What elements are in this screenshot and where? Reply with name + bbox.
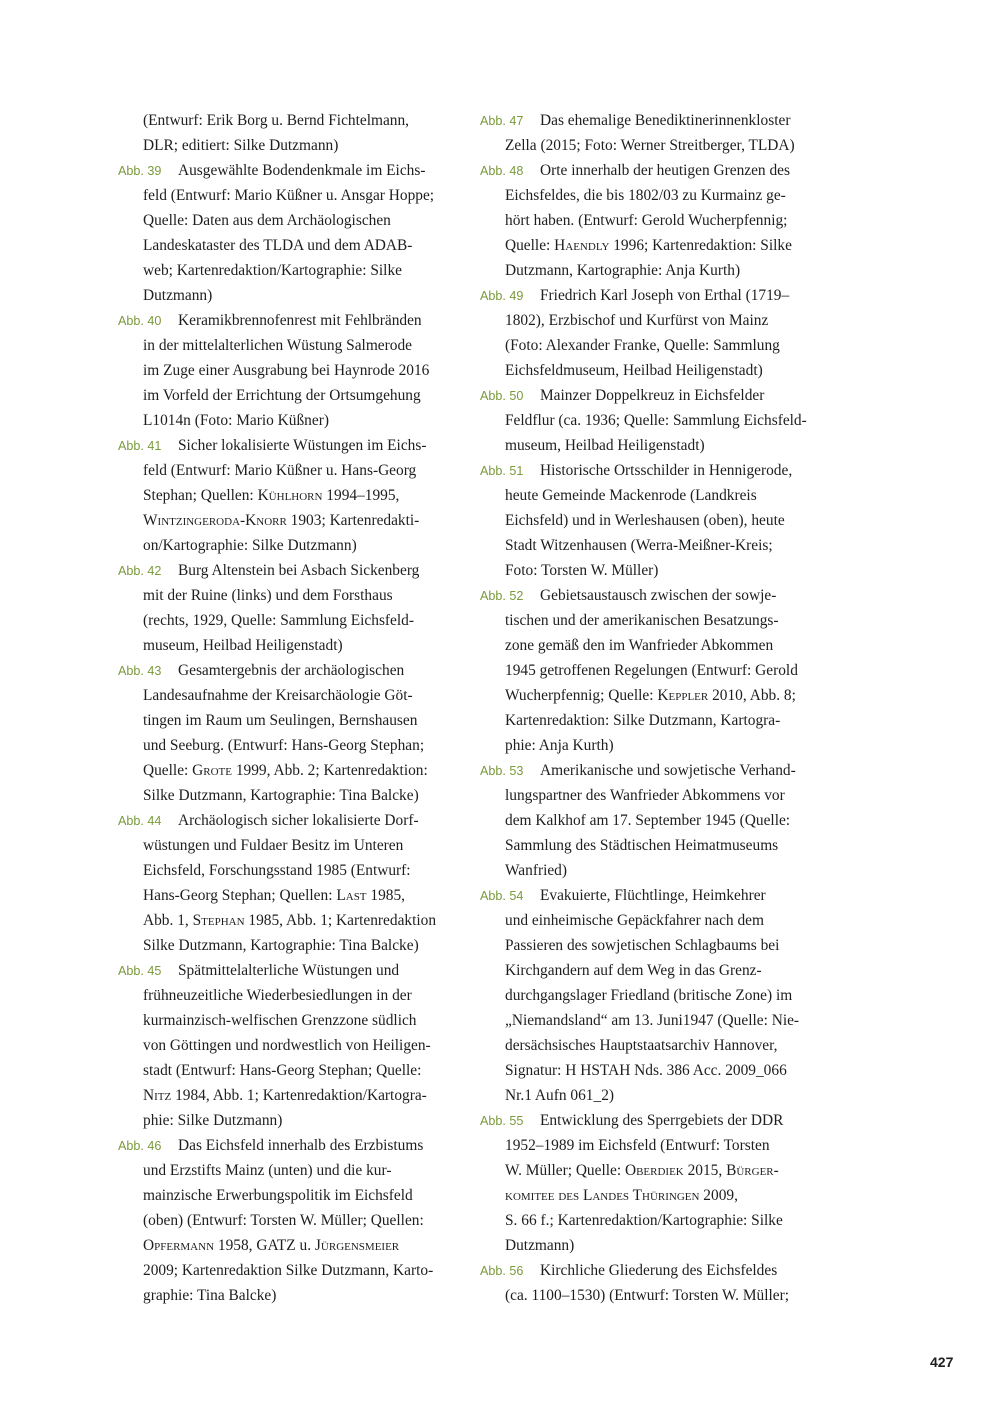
figure-number: Abb. 41 <box>118 439 162 453</box>
caption-text: Archäologisch sicher lokalisierte Dorf- <box>178 812 419 829</box>
caption-line <box>118 808 463 833</box>
caption-text: Eichsfeldes, die bis 1802/03 zu Kurmainz ge- <box>505 187 786 204</box>
caption-line <box>118 1233 463 1258</box>
caption-text: (rechts, 1929, Quelle: Sammlung Eichsfeld- <box>143 612 414 629</box>
page-number: 427 <box>930 1354 954 1370</box>
caption-text: W. Müller; Quelle: <box>505 1162 625 1179</box>
caption-entry <box>480 583 825 758</box>
figure-number: Abb. 51 <box>480 464 524 478</box>
caption-line <box>480 483 825 508</box>
caption-text: 1994–1995, <box>322 487 400 504</box>
caption-line <box>118 233 463 258</box>
caption-line <box>480 383 825 408</box>
caption-text: Friedrich Karl Joseph von Erthal (1719– <box>540 287 790 304</box>
caption-text: Kirchliche Gliederung des Eichsfeldes <box>540 1262 778 1279</box>
caption-text: Evakuierte, Flüchtlinge, Heimkehrer <box>540 887 766 904</box>
caption-line <box>118 908 463 933</box>
caption-entry <box>480 883 825 1108</box>
caption-text: Gesamtergebnis der archäologischen <box>178 662 405 679</box>
author-name: Last <box>336 887 367 904</box>
caption-entry <box>118 958 463 1133</box>
figure-number: Abb. 53 <box>480 764 524 778</box>
caption-text: (oben) (Entwurf: Torsten W. Müller; Quellen: <box>143 1212 424 1229</box>
caption-line <box>480 633 825 658</box>
caption-text: durchgangslager Friedland (britische Zone) im <box>505 987 793 1004</box>
caption-text: im Zuge einer Ausgrabung bei Haynrode 2016 <box>143 362 430 379</box>
caption-line <box>118 733 463 758</box>
author-name: komitee des Landes Thüringen <box>505 1187 700 1204</box>
caption-text: 2009; Kartenredaktion Silke Dutzmann, Karto- <box>143 1262 434 1279</box>
caption-text: Eichsfeldmuseum, Heilbad Heiligenstadt) <box>505 362 763 379</box>
caption-text: Kirchgandern auf dem Weg in das Grenz- <box>505 962 762 979</box>
caption-text: phie: Anja Kurth) <box>505 737 614 754</box>
caption-line <box>480 908 825 933</box>
caption-text: Foto: Torsten W. Müller) <box>505 562 659 579</box>
figure-number: Abb. 40 <box>118 314 162 328</box>
caption-text: stadt (Entwurf: Hans-Georg Stephan; Quelle: <box>143 1062 422 1079</box>
caption-line <box>118 358 463 383</box>
caption-text: heute Gemeinde Mackenrode (Landkreis <box>505 487 757 504</box>
caption-line <box>480 758 825 783</box>
caption-text: 1999, Abb. 2; Kartenredaktion: <box>232 762 428 779</box>
caption-line <box>118 983 463 1008</box>
caption-line <box>480 983 825 1008</box>
caption-line <box>118 383 463 408</box>
caption-line <box>118 1083 463 1108</box>
caption-text: Mainzer Doppelkreuz in Eichsfelder <box>540 387 765 404</box>
caption-entry <box>480 458 825 583</box>
caption-text: (Entwurf: Erik Borg u. Bernd Fichtelmann, <box>143 112 410 129</box>
caption-text: 2015, <box>683 1162 727 1179</box>
figure-number: Abb. 45 <box>118 964 162 978</box>
caption-text: mainzische Erwerbungspolitik im Eichsfeld <box>143 1187 413 1204</box>
caption-text: Keramikbrennofenrest mit Fehlbränden <box>178 312 422 329</box>
caption-entry <box>118 308 463 433</box>
caption-text: Silke Dutzmann, Kartographie: Tina Balcke) <box>143 937 419 954</box>
caption-text: feld (Entwurf: Mario Küßner u. Ansgar Hoppe; <box>143 187 435 204</box>
caption-line <box>480 183 825 208</box>
caption-line <box>480 1108 825 1133</box>
caption-line <box>118 658 463 683</box>
caption-entry <box>118 658 463 808</box>
caption-line <box>118 183 463 208</box>
caption-entry <box>480 158 825 283</box>
caption-text: hört haben. (Entwurf: Gerold Wucherpfennig; <box>505 212 788 229</box>
caption-text: Stephan; Quellen: <box>143 487 258 504</box>
caption-line <box>480 258 825 283</box>
caption-text: Sicher lokalisierte Wüstungen im Eichs- <box>178 437 427 454</box>
caption-line <box>118 1283 463 1308</box>
caption-line <box>480 1033 825 1058</box>
caption-line <box>480 1283 825 1308</box>
caption-text: Landesaufnahme der Kreisarchäologie Göt- <box>143 687 413 704</box>
caption-line <box>480 333 825 358</box>
caption-entry <box>118 1133 463 1308</box>
caption-text: Kartenredaktion: Silke Dutzmann, Kartogra- <box>505 712 781 729</box>
caption-line <box>480 933 825 958</box>
caption-line <box>118 333 463 358</box>
caption-text: Dutzmann, Kartographie: Anja Kurth) <box>505 262 741 279</box>
caption-entry <box>118 158 463 308</box>
caption-text: frühneuzeitliche Wiederbesiedlungen in der <box>143 987 412 1004</box>
caption-text: wüstungen und Fuldaer Besitz im Unteren <box>143 837 404 854</box>
caption-line <box>480 858 825 883</box>
caption-line <box>480 1133 825 1158</box>
caption-line <box>118 683 463 708</box>
caption-line <box>480 683 825 708</box>
caption-text: Gebietsaustausch zwischen der sowje- <box>540 587 777 604</box>
figure-number: Abb. 49 <box>480 289 524 303</box>
caption-text: Quelle: <box>143 762 193 779</box>
caption-entry <box>480 1108 825 1258</box>
caption-text: Hans-Georg Stephan; Quellen: <box>143 887 337 904</box>
caption-text: 1984, Abb. 1; Kartenredaktion/Kartogra- <box>171 1087 427 1104</box>
caption-text: Eichsfeld) und in Werleshausen (oben), heute <box>505 512 785 529</box>
caption-line <box>118 608 463 633</box>
caption-line <box>480 608 825 633</box>
caption-entry <box>480 758 825 883</box>
caption-line <box>118 1258 463 1283</box>
caption-text: 1945 getroffenen Regelungen (Entwurf: Gerold <box>505 662 798 679</box>
caption-text: DLR; editiert: Silke Dutzmann) <box>143 137 339 154</box>
caption-text: 1958, GATZ u. <box>214 1237 315 1254</box>
caption-text: und Erzstifts Mainz (unten) und die kur- <box>143 1162 392 1179</box>
caption-line <box>118 133 463 158</box>
caption-line <box>480 558 825 583</box>
caption-text: S. 66 f.; Kartenredaktion/Kartographie: Silke <box>505 1212 783 1229</box>
caption-line <box>480 508 825 533</box>
caption-line <box>118 833 463 858</box>
caption-text: Burg Altenstein bei Asbach Sickenberg <box>178 562 420 579</box>
caption-entry <box>118 808 463 958</box>
caption-line <box>480 808 825 833</box>
figure-number: Abb. 39 <box>118 164 162 178</box>
caption-text: Das ehemalige Benediktinerinnenkloster <box>540 112 791 129</box>
caption-text: Dutzmann) <box>505 1237 575 1254</box>
caption-text: phie: Silke Dutzmann) <box>143 1112 283 1129</box>
caption-text: Signatur: H HSTAH Nds. 386 Acc. 2009_066 <box>505 1062 787 1079</box>
caption-line <box>480 1208 825 1233</box>
caption-text: Entwicklung des Sperrgebiets der DDR <box>540 1112 784 1129</box>
caption-entry <box>118 108 463 158</box>
caption-text: Amerikanische und sowjetische Verhand- <box>540 762 796 779</box>
caption-text: Nr.1 Aufn 061_2) <box>505 1087 615 1104</box>
caption-text: graphie: Tina Balcke) <box>143 1287 277 1304</box>
caption-line <box>480 1183 825 1208</box>
caption-line <box>480 1083 825 1108</box>
caption-text: 2010, Abb. 8; <box>708 687 796 704</box>
left-column <box>118 108 463 1308</box>
caption-line <box>480 833 825 858</box>
caption-text: 1802), Erzbischof und Kurfürst von Mainz <box>505 312 769 329</box>
caption-line <box>118 708 463 733</box>
caption-text: feld (Entwurf: Mario Küßner u. Hans-Georg <box>143 462 417 479</box>
caption-text: Silke Dutzmann, Kartographie: Tina Balcke) <box>143 787 419 804</box>
caption-text: Spätmittelalterliche Wüstungen und <box>178 962 400 979</box>
caption-text: „Niemandsland“ am 13. Juni1947 (Quelle: Nie- <box>505 1012 800 1029</box>
author-name: Wintzingeroda-Knorr <box>143 512 287 529</box>
caption-text: Ausgewählte Bodendenkmale im Eichs- <box>178 162 426 179</box>
caption-line <box>480 533 825 558</box>
caption-line <box>480 958 825 983</box>
figure-number: Abb. 48 <box>480 164 524 178</box>
caption-line <box>118 458 463 483</box>
author-name: Keppler <box>657 687 709 704</box>
caption-line <box>118 1033 463 1058</box>
caption-line <box>480 1258 825 1283</box>
caption-line <box>480 408 825 433</box>
figure-number: Abb. 54 <box>480 889 524 903</box>
caption-line <box>118 958 463 983</box>
caption-line <box>480 733 825 758</box>
caption-text: im Vorfeld der Errichtung der Ortsumgehung <box>143 387 421 404</box>
caption-text: 1903; Kartenredakti- <box>286 512 420 529</box>
caption-line <box>118 108 463 133</box>
caption-entry <box>480 383 825 458</box>
author-name: Bürger- <box>726 1162 779 1179</box>
caption-text: L1014n (Foto: Mario Küßner) <box>143 412 329 429</box>
caption-text: von Göttingen und nordwestlich von Heiligen- <box>143 1037 431 1054</box>
caption-line <box>480 283 825 308</box>
caption-text: Landeskataster des TLDA und dem ADAB- <box>143 237 413 254</box>
caption-text: dersächsisches Hauptstaatsarchiv Hannover, <box>505 1037 778 1054</box>
caption-text: und einheimische Gepäckfahrer nach dem <box>505 912 764 929</box>
caption-line <box>118 283 463 308</box>
caption-line <box>118 583 463 608</box>
caption-text: web; Kartenredaktion/Kartographie: Silke <box>143 262 402 279</box>
caption-text: lungspartner des Wanfrieder Abkommens vor <box>505 787 785 804</box>
caption-entry <box>118 433 463 558</box>
caption-text: in der mittelalterlichen Wüstung Salmerode <box>143 337 412 354</box>
caption-line <box>118 1008 463 1033</box>
caption-entry <box>480 108 825 158</box>
caption-line <box>118 1058 463 1083</box>
caption-entry <box>480 283 825 383</box>
caption-line <box>480 158 825 183</box>
caption-text: 1952–1989 im Eichsfeld (Entwurf: Torsten <box>505 1137 770 1154</box>
caption-text: tischen und der amerikanischen Besatzungs- <box>505 612 779 629</box>
caption-line <box>118 758 463 783</box>
caption-line <box>118 858 463 883</box>
caption-text: on/Kartographie: Silke Dutzmann) <box>143 537 357 554</box>
caption-line <box>480 358 825 383</box>
figure-number: Abb. 44 <box>118 814 162 828</box>
caption-text: Wucherpfennig; Quelle: <box>505 687 658 704</box>
caption-text: Abb. 1, <box>143 912 193 929</box>
caption-text: Passieren des sowjetischen Schlagbaums bei <box>505 937 780 954</box>
author-name: Jürgensmeier <box>314 1237 400 1254</box>
caption-line <box>480 233 825 258</box>
author-name: Opfermann <box>143 1237 215 1254</box>
author-name: Haendly <box>554 237 610 254</box>
caption-text: Zella (2015; Foto: Werner Streitberger, TLDA) <box>505 137 795 154</box>
caption-text: mit der Ruine (links) und dem Forsthaus <box>143 587 393 604</box>
caption-text: Das Eichsfeld innerhalb des Erzbistums <box>178 1137 424 1154</box>
caption-line <box>118 433 463 458</box>
caption-line <box>118 508 463 533</box>
figure-number: Abb. 42 <box>118 564 162 578</box>
right-column <box>480 108 825 1308</box>
author-name: Nitz <box>143 1087 172 1104</box>
caption-text: (Foto: Alexander Franke, Quelle: Sammlung <box>505 337 780 354</box>
caption-line <box>480 208 825 233</box>
caption-line <box>480 1158 825 1183</box>
author-name: Grote <box>192 762 232 779</box>
caption-line <box>118 533 463 558</box>
caption-line <box>480 1233 825 1258</box>
caption-text: Eichsfeld, Forschungsstand 1985 (Entwurf: <box>143 862 411 879</box>
caption-text: Quelle: Daten aus dem Archäologischen <box>143 212 391 229</box>
caption-line <box>118 1158 463 1183</box>
figure-number: Abb. 46 <box>118 1139 162 1153</box>
caption-text: tingen im Raum um Seulingen, Bernshausen <box>143 712 418 729</box>
figure-number: Abb. 56 <box>480 1264 524 1278</box>
caption-line <box>480 433 825 458</box>
caption-line <box>480 583 825 608</box>
caption-text: (ca. 1100–1530) (Entwurf: Torsten W. Müller; <box>505 1287 790 1304</box>
caption-text: museum, Heilbad Heiligenstadt) <box>505 437 705 454</box>
caption-text: 1985, <box>366 887 406 904</box>
caption-line <box>480 658 825 683</box>
caption-line <box>118 208 463 233</box>
caption-text: 1985, Abb. 1; Kartenredaktion <box>244 912 437 929</box>
caption-text: Quelle: <box>505 237 555 254</box>
author-name: Oberdiek <box>624 1162 684 1179</box>
caption-line <box>118 1208 463 1233</box>
caption-line <box>118 308 463 333</box>
caption-line <box>480 458 825 483</box>
caption-line <box>118 258 463 283</box>
caption-line <box>118 483 463 508</box>
caption-text: 2009, <box>699 1187 738 1204</box>
caption-line <box>480 108 825 133</box>
caption-line <box>118 1133 463 1158</box>
author-name: Kühlhorn <box>257 487 323 504</box>
figure-number: Abb. 52 <box>480 589 524 603</box>
caption-text: kurmainzisch-welfischen Grenzzone südlich <box>143 1012 417 1029</box>
author-name: Stephan <box>192 912 245 929</box>
caption-line <box>118 158 463 183</box>
caption-line <box>118 783 463 808</box>
caption-text: Wanfried) <box>505 862 567 879</box>
caption-text: Feldflur (ca. 1936; Quelle: Sammlung Eichsfeld- <box>505 412 807 429</box>
caption-line <box>480 708 825 733</box>
caption-text: und Seeburg. (Entwurf: Hans-Georg Stephan; <box>143 737 425 754</box>
caption-text: Orte innerhalb der heutigen Grenzen des <box>540 162 790 179</box>
caption-line <box>480 1008 825 1033</box>
caption-entry <box>118 558 463 658</box>
caption-line <box>480 308 825 333</box>
caption-text: Stadt Witzenhausen (Werra-Meißner-Kreis; <box>505 537 773 554</box>
caption-line <box>480 783 825 808</box>
caption-line <box>118 633 463 658</box>
caption-text: Dutzmann) <box>143 287 213 304</box>
caption-line <box>118 408 463 433</box>
caption-line <box>118 883 463 908</box>
caption-line <box>118 558 463 583</box>
caption-text: dem Kalkhof am 17. September 1945 (Quelle: <box>505 812 791 829</box>
caption-text: Sammlung des Städtischen Heimatmuseums <box>505 837 779 854</box>
caption-text: museum, Heilbad Heiligenstadt) <box>143 637 343 654</box>
caption-text: zone gemäß den im Wanfrieder Abkommen <box>505 637 774 654</box>
caption-entry <box>480 1258 825 1308</box>
caption-line <box>118 1108 463 1133</box>
caption-line <box>118 1183 463 1208</box>
caption-line <box>480 883 825 908</box>
caption-line <box>480 133 825 158</box>
caption-line <box>480 1058 825 1083</box>
caption-text: 1996; Kartenredaktion: Silke <box>609 237 792 254</box>
caption-line <box>118 933 463 958</box>
caption-text: Historische Ortsschilder in Hennigerode, <box>540 462 793 479</box>
figure-number: Abb. 50 <box>480 389 524 403</box>
figure-number: Abb. 55 <box>480 1114 524 1128</box>
figure-number: Abb. 43 <box>118 664 162 678</box>
figure-number: Abb. 47 <box>480 114 524 128</box>
